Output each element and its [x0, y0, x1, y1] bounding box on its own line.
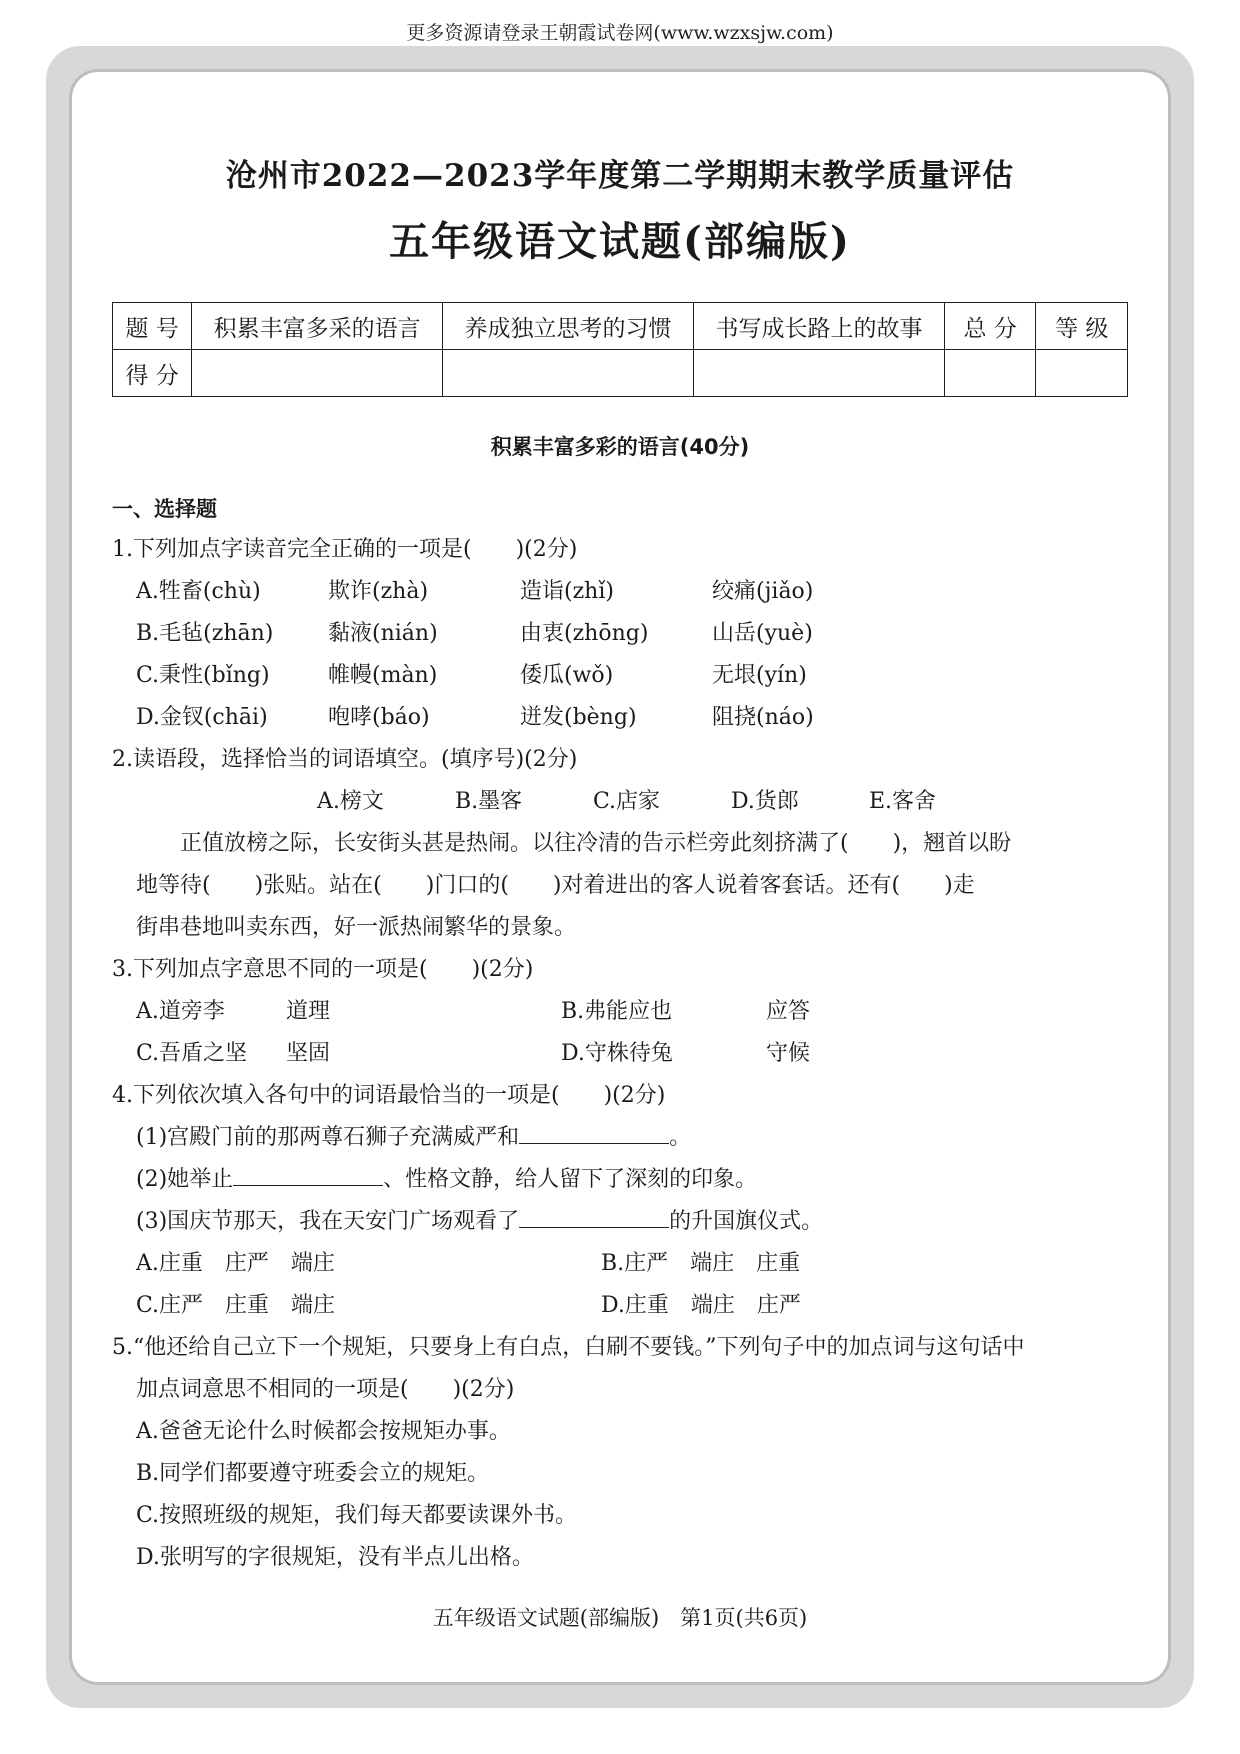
option-item: A.牲畜(chù) — [136, 579, 261, 604]
sentence-text: (1)宫殿门前的那两尊石狮子充满威严和 — [136, 1125, 520, 1150]
option-item: 造诣(zhǐ) — [520, 579, 614, 604]
word-option: D.货郎 — [731, 789, 799, 814]
question-1-stem: 1.下列加点字读音完全正确的一项是( )(2分) — [112, 537, 578, 562]
question-4-sentence — [112, 1117, 1128, 1159]
question-1-option-row — [112, 613, 1128, 655]
score-table — [112, 302, 1128, 397]
header-cell: 书写成长路上的故事 — [694, 303, 945, 350]
option-item: 无垠(yín) — [712, 663, 807, 688]
question-4-sentence — [112, 1159, 1128, 1201]
option-item: 阻挠(náo) — [712, 705, 814, 730]
score-cell[interactable] — [1036, 350, 1128, 397]
option-item: 道理 — [286, 999, 331, 1024]
question-1-option-row — [112, 655, 1128, 697]
option-item: 咆哮(báo) — [328, 705, 430, 730]
sentence-text: (2)她举止 — [136, 1167, 234, 1192]
question-3-stem: 3.下列加点字意思不同的一项是( )(2分) — [112, 957, 534, 982]
question-5-option: A.爸爸无论什么时候都会按规矩办事。 — [136, 1419, 511, 1444]
question-5-option: B.同学们都要遵守班委会立的规矩。 — [136, 1461, 490, 1486]
question-5-stem-continued: 加点词意思不相同的一项是( )(2分) — [136, 1377, 515, 1402]
exam-subtitle: 五年级语文试题(部编版) — [389, 218, 851, 265]
word-option: A.榜文 — [317, 789, 384, 814]
exam-title: 沧州市2022—2023学年度第二学期期末教学质量评估 — [225, 158, 1015, 194]
passage-line: 地等待( )张贴。站在( )门口的( )对着进出的客人说着客套话。还有( )走 — [136, 873, 975, 898]
question-4-sentence — [112, 1201, 1128, 1243]
sentence-text: 的升国旗仪式。 — [669, 1209, 824, 1234]
option-item: 欺诈(zhà) — [328, 579, 429, 604]
question-2-word-bank — [112, 781, 1128, 823]
score-cell[interactable] — [694, 350, 945, 397]
option-item: 绞痛(jiǎo) — [712, 579, 814, 604]
question-4-stem: 4.下列依次填入各句中的词语最恰当的一项是( )(2分) — [112, 1083, 666, 1108]
option-item: B.毛毡(zhān) — [136, 621, 274, 646]
option-item: B.庄严 端庄 庄重 — [601, 1251, 801, 1276]
option-item: 山岳(yuè) — [712, 621, 813, 646]
word-option: E.客舍 — [869, 789, 937, 814]
option-item: 黏液(nián) — [328, 621, 438, 646]
header-cell: 题 号 — [113, 303, 192, 350]
exam-content — [112, 140, 1128, 1579]
option-item: 倭瓜(wǒ) — [520, 663, 614, 688]
sentence-text: (3)国庆节那天，我在天安门广场观看了 — [136, 1209, 520, 1234]
sentence-text: 、性格文静，给人留下了深刻的印象。 — [383, 1167, 758, 1192]
option-item: C.庄严 庄重 端庄 — [136, 1293, 336, 1318]
question-5-option: D.张明写的字很规矩，没有半点儿出格。 — [136, 1545, 534, 1570]
option-item: 迸发(bèng) — [520, 705, 637, 730]
fill-blank[interactable] — [233, 1159, 383, 1186]
question-1-option-row — [112, 571, 1128, 613]
score-table-score-row — [113, 350, 1128, 397]
question-2-passage — [112, 823, 1128, 949]
option-item: 帷幔(màn) — [328, 663, 438, 688]
part-heading: 一、选择题 — [112, 497, 217, 521]
option-item: C.吾盾之坚 — [136, 1041, 248, 1066]
question-3-option-row — [112, 991, 1128, 1033]
question-5-option: C.按照班级的规矩，我们每天都要读课外书。 — [136, 1503, 578, 1528]
option-item: D.金钗(chāi) — [136, 705, 268, 730]
passage-line: 正值放榜之际，长安街头甚是热闹。以往冷清的告示栏旁此刻挤满了( )，翘首以盼 — [136, 831, 1012, 856]
score-cell[interactable] — [944, 350, 1036, 397]
question-5-stem: 5.“他还给自己立下一个规矩，只要身上有白点，白刷不要钱。”下列句子中的加点词与这句话中 — [112, 1335, 1025, 1360]
header-cell: 养成独立思考的习惯 — [443, 303, 694, 350]
option-item: A.庄重 庄严 端庄 — [136, 1251, 335, 1276]
question-1-option-row — [112, 697, 1128, 739]
option-item: 坚固 — [286, 1041, 331, 1066]
sentence-text: 。 — [669, 1125, 692, 1150]
passage-line: 街串巷地叫卖东西，好一派热闹繁华的景象。 — [136, 915, 577, 940]
option-item: D.守株待兔 — [561, 1041, 673, 1066]
word-option: B.墨客 — [455, 789, 523, 814]
word-option: C.店家 — [593, 789, 661, 814]
fill-blank[interactable] — [519, 1201, 669, 1228]
question-2-stem: 2.读语段，选择恰当的词语填空。(填序号)(2分) — [112, 747, 578, 772]
header-cell: 积累丰富多采的语言 — [192, 303, 443, 350]
header-cell: 等 级 — [1036, 303, 1128, 350]
question-3-option-row — [112, 1033, 1128, 1075]
question-4-option-row — [112, 1285, 1128, 1327]
score-cell[interactable] — [192, 350, 443, 397]
score-table-header-row — [113, 303, 1128, 350]
option-item: D.庄重 端庄 庄严 — [601, 1293, 801, 1318]
row-label: 得 分 — [113, 350, 192, 397]
section-heading: 积累丰富多彩的语言(40分) — [490, 435, 750, 459]
source-banner: 更多资源请登录王朝霞试卷网(www.wzxsjw.com) — [406, 22, 834, 44]
option-item: A.道旁李 — [136, 999, 225, 1024]
option-item: 应答 — [766, 999, 811, 1024]
page-footer: 五年级语文试题(部编版) 第1页(共6页) — [432, 1606, 808, 1630]
option-item: B.弗能应也 — [561, 999, 673, 1024]
score-cell[interactable] — [443, 350, 694, 397]
header-cell: 总 分 — [944, 303, 1036, 350]
option-item: 守候 — [766, 1041, 811, 1066]
option-item: C.秉性(bǐng) — [136, 663, 270, 688]
question-4-option-row — [112, 1243, 1128, 1285]
option-item: 由衷(zhōng) — [520, 621, 649, 646]
fill-blank[interactable] — [519, 1117, 669, 1144]
